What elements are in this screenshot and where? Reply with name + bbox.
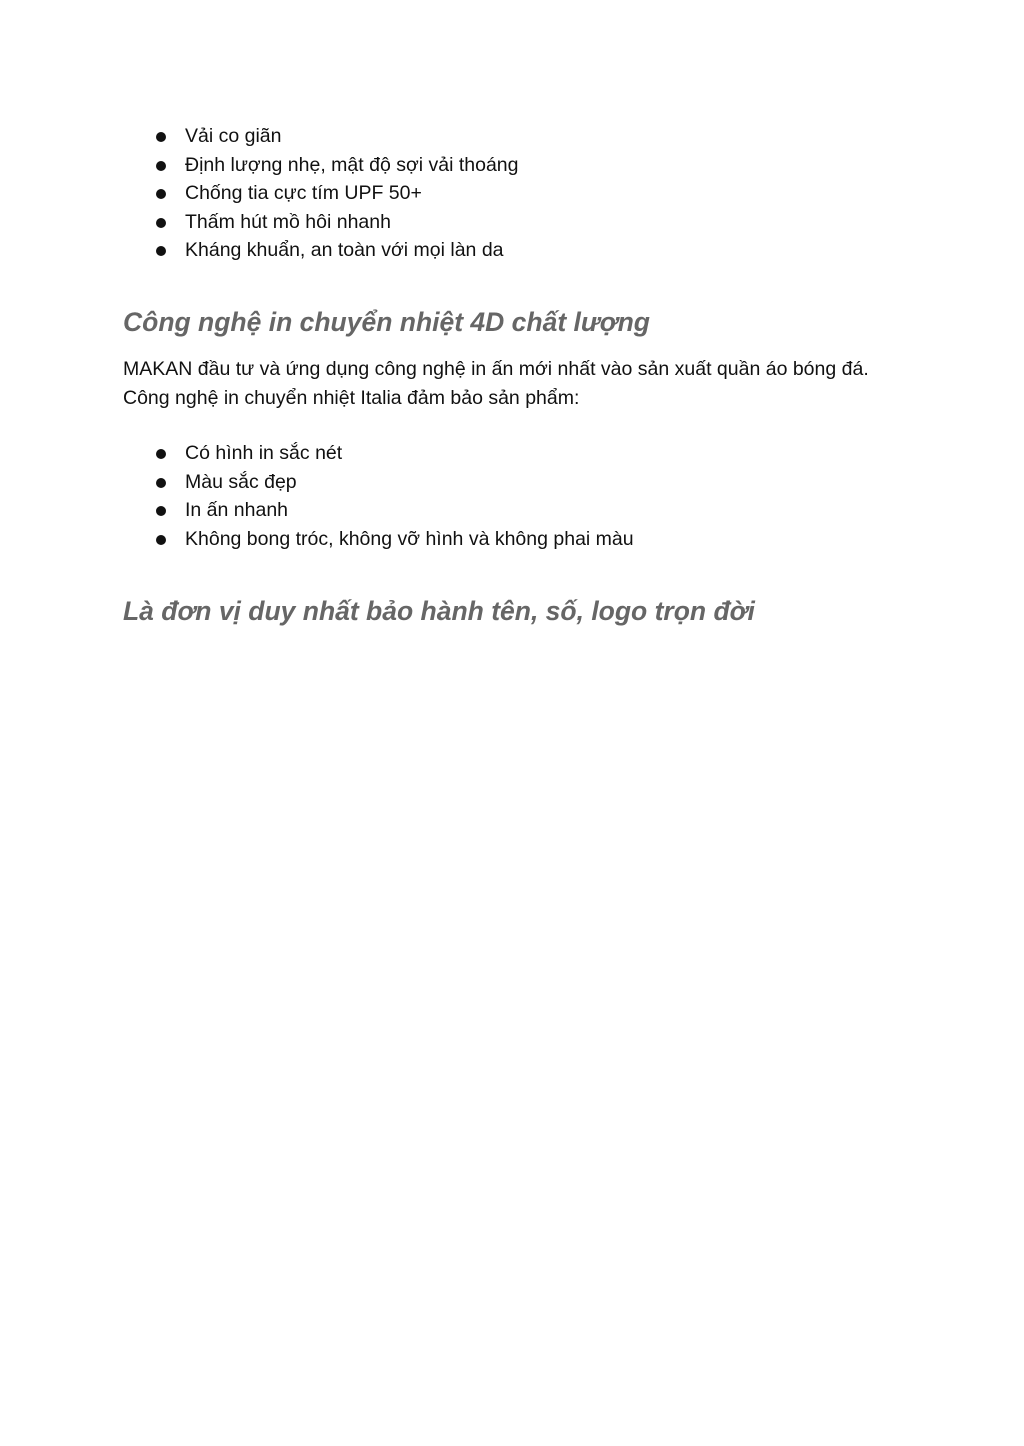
section-paragraph-printing-technology: MAKAN đầu tư và ứng dụng công nghệ in ấn mới nhất vào sản xuất quần áo bóng đá. Công nghệ in chuyển nhiệt Italia đảm bảo sản phẩm: [123, 358, 869, 409]
list-item-text: Có hình in sắc nét [185, 442, 343, 464]
section-heading-printing-technology: Công nghệ in chuyển nhiệt 4D chất lượng [123, 307, 650, 337]
list-item [155, 208, 518, 237]
bullet-icon [156, 535, 166, 545]
bullet-icon [156, 132, 166, 142]
list-item [155, 496, 634, 525]
list-item [155, 236, 518, 265]
bullet-icon [156, 189, 166, 199]
feature-list-printing [155, 439, 634, 553]
bullet-icon [156, 218, 166, 228]
bullet-icon [156, 246, 166, 256]
list-item-text: Vải co giãn [185, 125, 282, 147]
feature-list-fabric [155, 122, 518, 265]
list-item-text: Màu sắc đẹp [185, 470, 297, 493]
bullet-icon [156, 449, 166, 459]
list-item-text: In ấn nhanh [185, 499, 289, 521]
list-item [155, 525, 634, 554]
bullet-icon [156, 478, 166, 488]
list-item-text: Chống tia cực tím UPF 50+ [185, 182, 422, 204]
bullet-icon [156, 161, 166, 171]
list-item [155, 151, 518, 180]
list-item-text: Định lượng nhẹ, mật độ sợi vải thoáng [185, 153, 519, 176]
list-item-text: Kháng khuẩn, an toàn với mọi làn da [185, 239, 504, 261]
list-item-text: Thấm hút mồ hôi nhanh [185, 210, 391, 233]
list-item [155, 179, 518, 208]
list-item-text: Không bong tróc, không vỡ hình và không phai màu [185, 527, 634, 550]
section-heading-warranty: Là đơn vị duy nhất bảo hành tên, số, logo trọn đời [123, 596, 755, 626]
bullet-icon [156, 506, 166, 516]
list-item [155, 468, 634, 497]
list-item [155, 122, 518, 151]
list-item [155, 439, 634, 468]
